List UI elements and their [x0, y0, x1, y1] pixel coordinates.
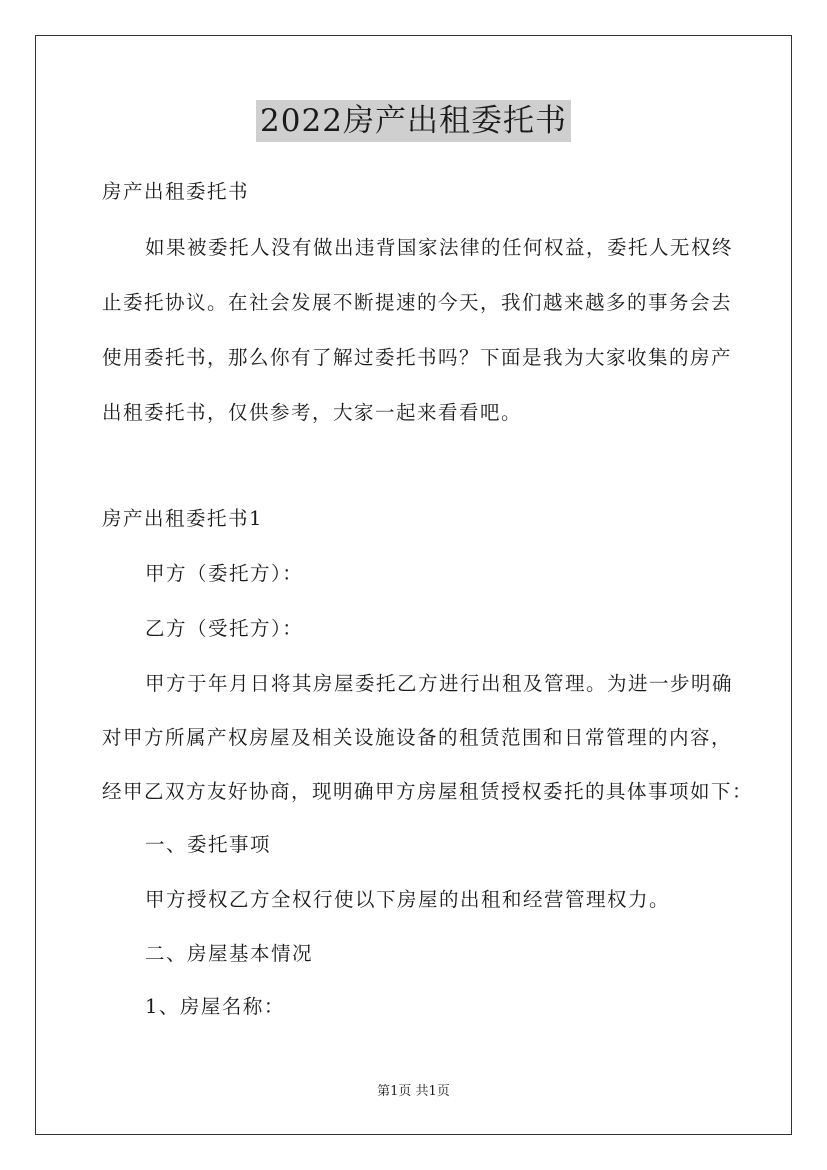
heading-section: 房产出租委托书1 [102, 507, 263, 530]
section-heading: 二、房屋基本情况 [145, 942, 314, 965]
purpose-line: 对甲方所属产权房屋及相关设施设备的租赁范围和日常管理的内容， [102, 726, 733, 749]
intro-line: 使用委托书，那么你有了解过委托书吗？下面是我为大家收集的房产 [102, 346, 733, 369]
title-container [0, 100, 827, 142]
intro-line: 止委托协议。在社会发展不断提速的今天，我们越来越多的事务会去 [102, 291, 733, 314]
party-a-label: 甲方（委托方）： [145, 562, 304, 585]
page-footer: 第1页 共1页 [377, 1084, 450, 1099]
party-b-label: 乙方（受托方）： [145, 617, 304, 640]
section-heading: 一、委托事项 [145, 833, 272, 856]
intro-line: 出租委托书，仅供参考，大家一起来看看吧。 [102, 401, 523, 424]
purpose-line: 经甲乙双方友好协商，现明确甲方房屋租赁授权委托的具体事项如下： [102, 780, 754, 803]
list-item: 1、房屋名称： [145, 995, 285, 1018]
document-title: 2022房产出租委托书 [256, 100, 571, 142]
intro-line: 如果被委托人没有做出违背国家法律的任何权益，委托人无权终 [145, 236, 734, 259]
purpose-line: 甲方于年月日将其房屋委托乙方进行出租及管理。为进一步明确 [145, 672, 734, 695]
section-text: 甲方授权乙方全权行使以下房屋的出租和经营管理权力。 [145, 888, 671, 911]
heading-main: 房产出租委托书 [102, 180, 250, 203]
